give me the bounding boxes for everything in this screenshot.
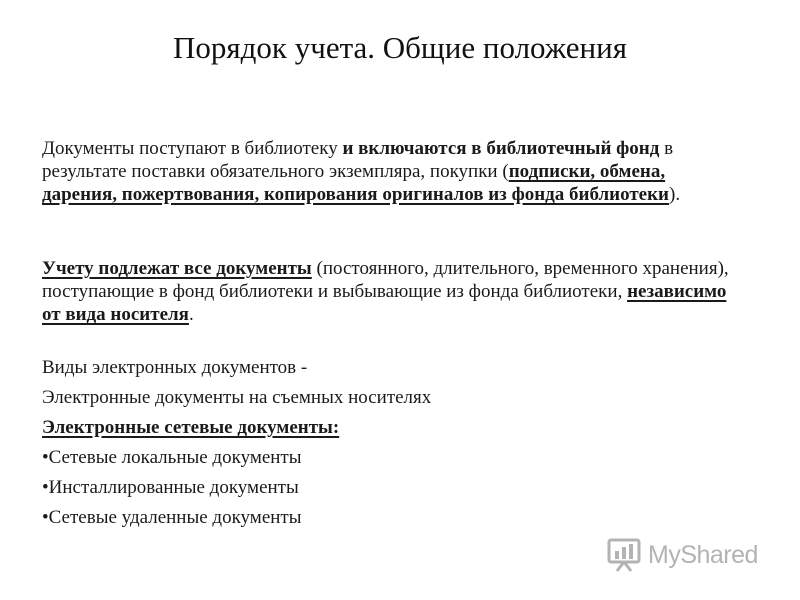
p1-underlined: подписки, обмена, дарения, пожертвования, копирования оригиналов из фонда библиотеки: [42, 161, 670, 205]
p1-text-3: ).: [669, 184, 681, 205]
list-item: •Инсталлированные документы: [42, 477, 299, 498]
list-line-removable: Электронные документы на съемных носителях: [42, 387, 432, 408]
list-line-network: Электронные сетевые документы:: [42, 417, 340, 438]
slide-title: Порядок учета. Общие положения: [173, 30, 627, 65]
p1-text-2: в результате поставки обязательного экземпляра, покупки (: [42, 138, 674, 182]
list-item: •Сетевые удаленные документы: [42, 507, 302, 528]
p2-underlined-1: Учету подлежат все документы: [42, 258, 312, 279]
watermark-text: MyShared: [648, 540, 758, 569]
p1-bold: и включаются в библиотечный фонд: [342, 138, 660, 159]
paragraph-intake: [42, 137, 732, 206]
p2-text-1: (постоянного, длительного, временного хранения), поступающие в фонд библиотеки и выбывающие из фонда библиотеки,: [42, 258, 729, 302]
list-item: •Сетевые локальные документы: [42, 447, 302, 468]
watermark: [606, 537, 758, 573]
presentation-board-icon: [606, 537, 642, 573]
paragraph-accounting: [42, 257, 732, 326]
list-line-types: Виды электронных документов -: [42, 357, 308, 378]
electronic-docs-list: [42, 353, 431, 533]
p2-text-2: .: [188, 304, 194, 325]
p1-text-1: Документы поступают в библиотеку: [42, 138, 338, 159]
p2-underlined-2: независимо от вида носителя: [42, 281, 727, 325]
